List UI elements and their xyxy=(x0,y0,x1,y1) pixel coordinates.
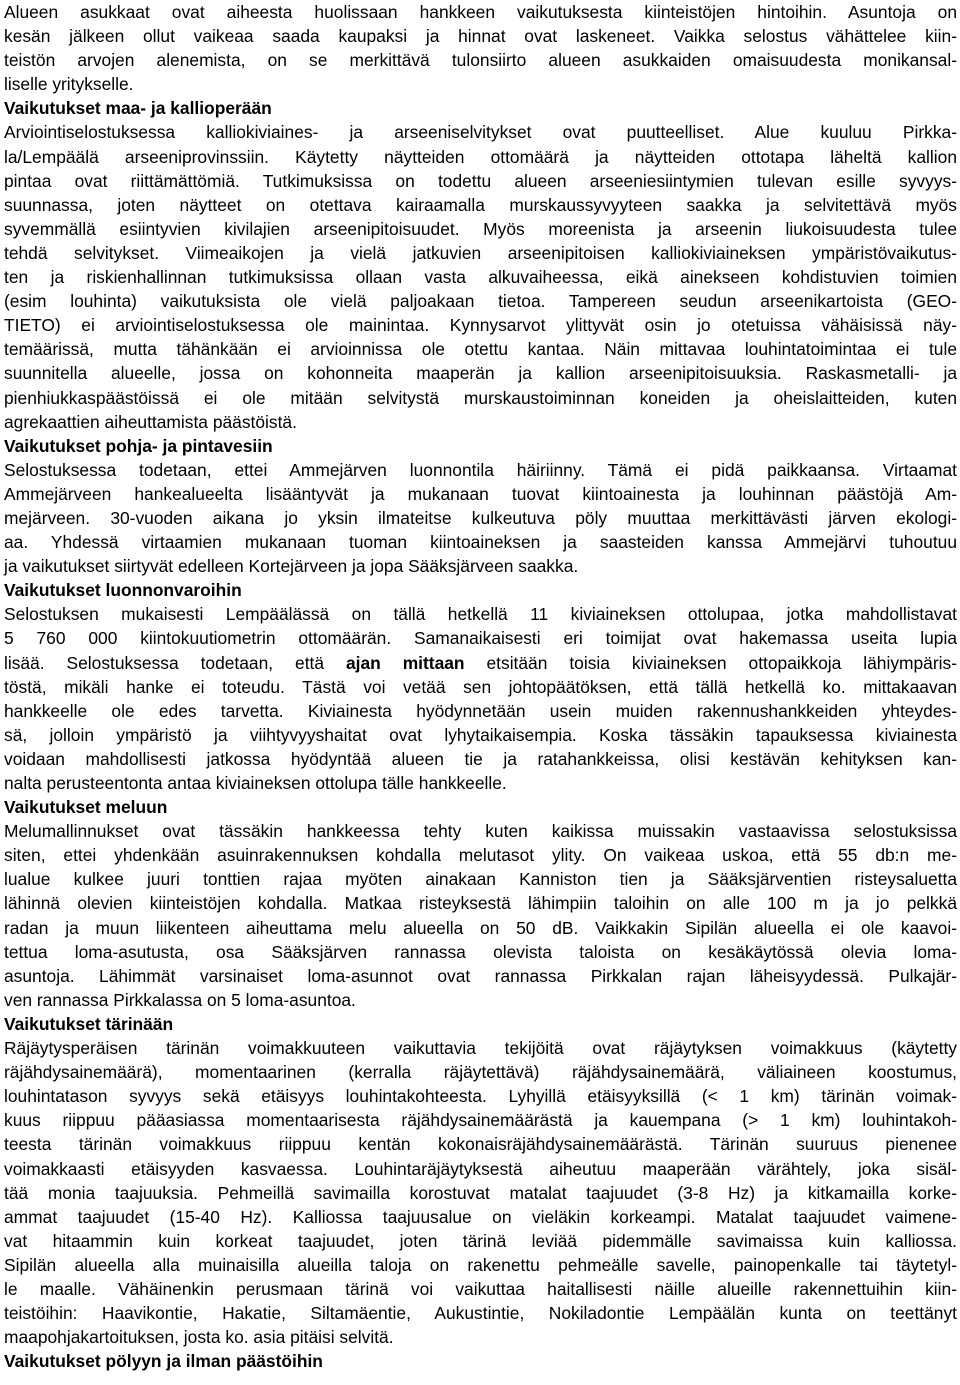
text-line: radan ja muun liikenteen aiheuttama melu alueella on 50 dB. Vaikkakin Sipilän alueella ei ole kaavoi- xyxy=(4,917,957,938)
text-line: suunnitella alueelle, jossa on kohonneita maaperän ja kallion arseenipitoisuuksia. Raskasmetalli- ja xyxy=(4,363,957,384)
text-line: nalta perusteentonta antaa kiviaineksen ottolupa tälle hankkeelle. xyxy=(4,773,507,793)
text-line: asuntoja. Lähimmät varsinaiset loma-asunnot ovat rannassa Pirkkalan rajan läheisyydessä. Pulkajär- xyxy=(4,965,957,986)
text-line: teistön arvojen alenemista, on se merkittävä tulonsiirto alueen asukkaiden omaisuudesta monikansal- xyxy=(4,50,957,71)
text-line: Ammejärveen hankealueelta lisääntyvät ja mukanaan tuovat kiintoainesta ja louhinnan päästöjä Am- xyxy=(4,483,957,504)
text-line: teesta tärinän voimakkuus riippuu kentän kokonaisräjähdysainemäärästä. Tärinän suuruus pienenee xyxy=(4,1134,957,1155)
text-line: mejärveen. 30-vuoden aikana jo yksin ilmateitse kulkeutuva pöly muuttaa merkittävästi järven ekologi- xyxy=(4,507,957,528)
text-line: la/Lempäälä arseeniprovinssiin. Käytetty näytteiden ottomäärä ja näytteiden ottotapa läheltä kallion xyxy=(4,146,957,167)
text-line: tehdä selvitykset. Viimeaikojen ja vielä jatkuvien arseenipitoisen kalliokiviaineksen ympäristövaikutus- xyxy=(4,242,957,263)
paragraph xyxy=(4,602,957,795)
text-line: suunnassa, joten näytteet on otettava kairaamalla murskaussyvyyteen saakka ja selvitettävä myös xyxy=(4,194,957,215)
text-line: Selostuksessa todetaan, ettei Ammejärven luonnontila häiriinny. Tämä ei pidä paikkaansa. Virtaamat xyxy=(4,459,957,480)
text-line: Sipilän alueella alla muinaisilla alueilla taloja on rakenettu pehmeälle savelle, painopenkalle tai täytetyl- xyxy=(4,1254,957,1275)
text-line: vat hitaammin kuin korkeat taajuudet, joten tärinä leviää pidemmälle savimaissa kuin kalliossa. xyxy=(4,1230,957,1251)
text-line: (esim louhinta) vaikutuksista ole vielä paljoakaan tietoa. Tampereen seudun arseenikartoista (GEO- xyxy=(4,291,957,312)
text-line: Arviointiselostuksessa kalliokiviaines- ja arseeniselvitykset ovat puutteelliset. Alue kuuluu Pirkka- xyxy=(4,122,957,143)
text-line: tettua loma-asutusta, osa Sääksjärven rannassa olevista taloista on kesäkäytössä olevia loma- xyxy=(4,941,957,962)
paragraph xyxy=(4,819,957,1012)
text-line: 5 760 000 kiintokuutiometrin ottomäärän. Samanaikaisesti eri toimijat ovat hakemassa useita lupia xyxy=(4,628,957,649)
section-heading: Vaikutukset tärinään xyxy=(4,1013,174,1034)
paragraph xyxy=(4,120,957,433)
text-line: temäärissä, mutta tähänkään ei arvioinnissa ole otettu kantaa. Näin mittavaa louhintatoimintaa ei tule xyxy=(4,339,957,360)
text-line: syvemmällä esiintyvien kivilajien arseenipitoisuudet. Myös moreenista ja arseenin liukoisuudesta tulee xyxy=(4,218,957,239)
text-line: maapohjakartoituksen, josta ko. asia pitäisi selvitä. xyxy=(4,1327,394,1348)
text-line: TIETO) ei arviointiselostuksessa ole mainintaa. Kynnysarvot ylittyvät osin jo otetuissa vähäisissä näy- xyxy=(4,315,957,336)
section-heading: Vaikutukset luonnonvaroihin xyxy=(4,580,242,601)
text-line: lualue kulkee juuri tonttien rajaa myöten ainakaan Kanniston tien ja Sääksjärventien risteysaluetta xyxy=(4,869,957,890)
text-line: Selostuksen mukaisesti Lempäälässä on tällä hetkellä 11 kiviaineksen ottolupaa, jotka mahdollistavat xyxy=(4,604,957,625)
text-line: sä, jolloin ympäristö ja viihtyvyyshaitat ovat lyhytaikaisempia. Koska tässäkin tapauksessa kiviainesta xyxy=(4,724,957,745)
text-line: kesän jälkeen ollut vaikeaa saada kaupaksi ja hinnat ovat laskeneet. Vaikka selostus vähättelee kiin- xyxy=(4,26,957,47)
text-line: töstä, mikäli hanke ei toteudu. Tästä voi vetää sen johtopäätöksen, että tällä hetkellä ko. mittakaavan xyxy=(4,676,957,697)
text-line: liselle yritykselle. xyxy=(4,74,134,95)
text-line: siten, ettei yhdenkään asuinrakennuksen kohdalla melutasot ylity. On vaikeaa uskoa, että 55 db:n me- xyxy=(4,845,957,866)
text-line: pienhiukkaspäästöissä ei ole mitään selvitystä murskaustoiminnan koneiden ja oheislaitteiden, kuten xyxy=(4,387,957,408)
text-line: louhintatason syvyys sekä etäisyys louhintakohteesta. Lyhyillä etäisyyksillä (< 1 km) tärinän voimak- xyxy=(4,1086,957,1107)
text-line: le maalle. Vähäinenkin perusmaan tärinä voi vaikuttaa haitallisesti näille alueille rakennettuihin kiin- xyxy=(4,1278,957,1299)
section-heading: Vaikutukset pohja- ja pintavesiin xyxy=(4,435,273,456)
text-line: agrekaattien aiheuttamista päästöistä. xyxy=(4,411,297,432)
text-line: ven rannassa Pirkkalassa on 5 loma-asuntoa. xyxy=(4,989,356,1010)
paragraph xyxy=(4,0,957,96)
section-heading: Vaikutukset pölyyn ja ilman päästöihin xyxy=(4,1351,323,1372)
text-line: voidaan mahdollisesti jatkossa hyödyntää alueen tie ja ratahankkeissa, olisi kestävän kehityksen kan- xyxy=(4,748,957,769)
text-line: teistöihin: Haavikontie, Hakatie, Siltamäentie, Aukustintie, Nokiladontie Lempäälän kunta on teettänyt xyxy=(4,1303,957,1324)
text-line: Räjäytysperäisen tärinän voimakkuuteen vaikuttavia tekijöitä ovat räjäytyksen voimakkuus (käytetty xyxy=(4,1038,957,1059)
section-heading: Vaikutukset meluun xyxy=(4,797,168,818)
text-line: Melumallinnukset ovat tässäkin hankkeessa tehty kuten kaikissa muissakin vastaavissa selostuksissa xyxy=(4,821,957,842)
text-line: ja vaikutukset siirtyvät edelleen Kortejärveen ja jopa Sääksjärveen saakka. xyxy=(4,556,579,577)
text-line: lisää. Selostuksessa todetaan, että ajan mittaan etsitään toisia kiviaineksen ottopaikkoja lähiympäris- xyxy=(4,652,957,673)
text-line: ten ja riskienhallinnan tutkimuksissa ollaan vasta alkuvaiheessa, eikä ainekseen kohdistuvien toimien xyxy=(4,267,957,288)
section-heading: Vaikutukset maa- ja kallioperään xyxy=(4,98,272,119)
text-line: Alueen asukkaat ovat aiheesta huolissaan hankkeen vaikutuksesta kiinteistöjen hintoihin. Asuntoja on xyxy=(4,2,957,22)
text-line: räjähdysainemäärä), momentaarinen (kerralla räjäytettävä) räjähdysainemäärä, väliaineen koostumus, xyxy=(4,1062,957,1083)
paragraph xyxy=(4,1036,957,1349)
text-line: voimakkaasti etäisyyden kasvaessa. Louhintaräjäytyksestä aiheutuu maaperään värähtely, joka sisäl- xyxy=(4,1158,957,1179)
text-line: pintaa ovat riittämättömiä. Tutkimuksissa on todettu alueen arseeniesiintymien tulevan esille syvyys- xyxy=(4,170,957,191)
text-line: ammat taajuudet (15-40 Hz). Kalliossa taajuusalue on vieläkin korkeampi. Matalat taajuudet vaimene- xyxy=(4,1206,957,1227)
text-line: tää monia taajuuksia. Pehmeillä savimailla korostuvat matalat taajuudet (3-8 Hz) ja kitkamailla korke- xyxy=(4,1182,957,1203)
paragraph xyxy=(4,458,957,578)
text-line: kuus riippuu pääasiassa momentaarisesta räjähdysainemäärästä ja kauempana (> 1 km) louhintakoh- xyxy=(4,1110,957,1131)
text-line: aa. Yhdessä virtaamien mukanaan tuoman kiintoaineksen ja saasteiden kanssa Ammejärvi tuhoutuu xyxy=(4,532,957,553)
text-line: hankkeelle ole edes tarvetta. Kiviainesta hyödynnetään usein muiden rakennushankkeiden yhteydes- xyxy=(4,700,957,721)
text-line: lähinnä olevien kiinteistöjen kohdalla. Matkaa risteyksestä lähimpiin taloihin on alle 100 m ja jo pelkkä xyxy=(4,893,957,914)
